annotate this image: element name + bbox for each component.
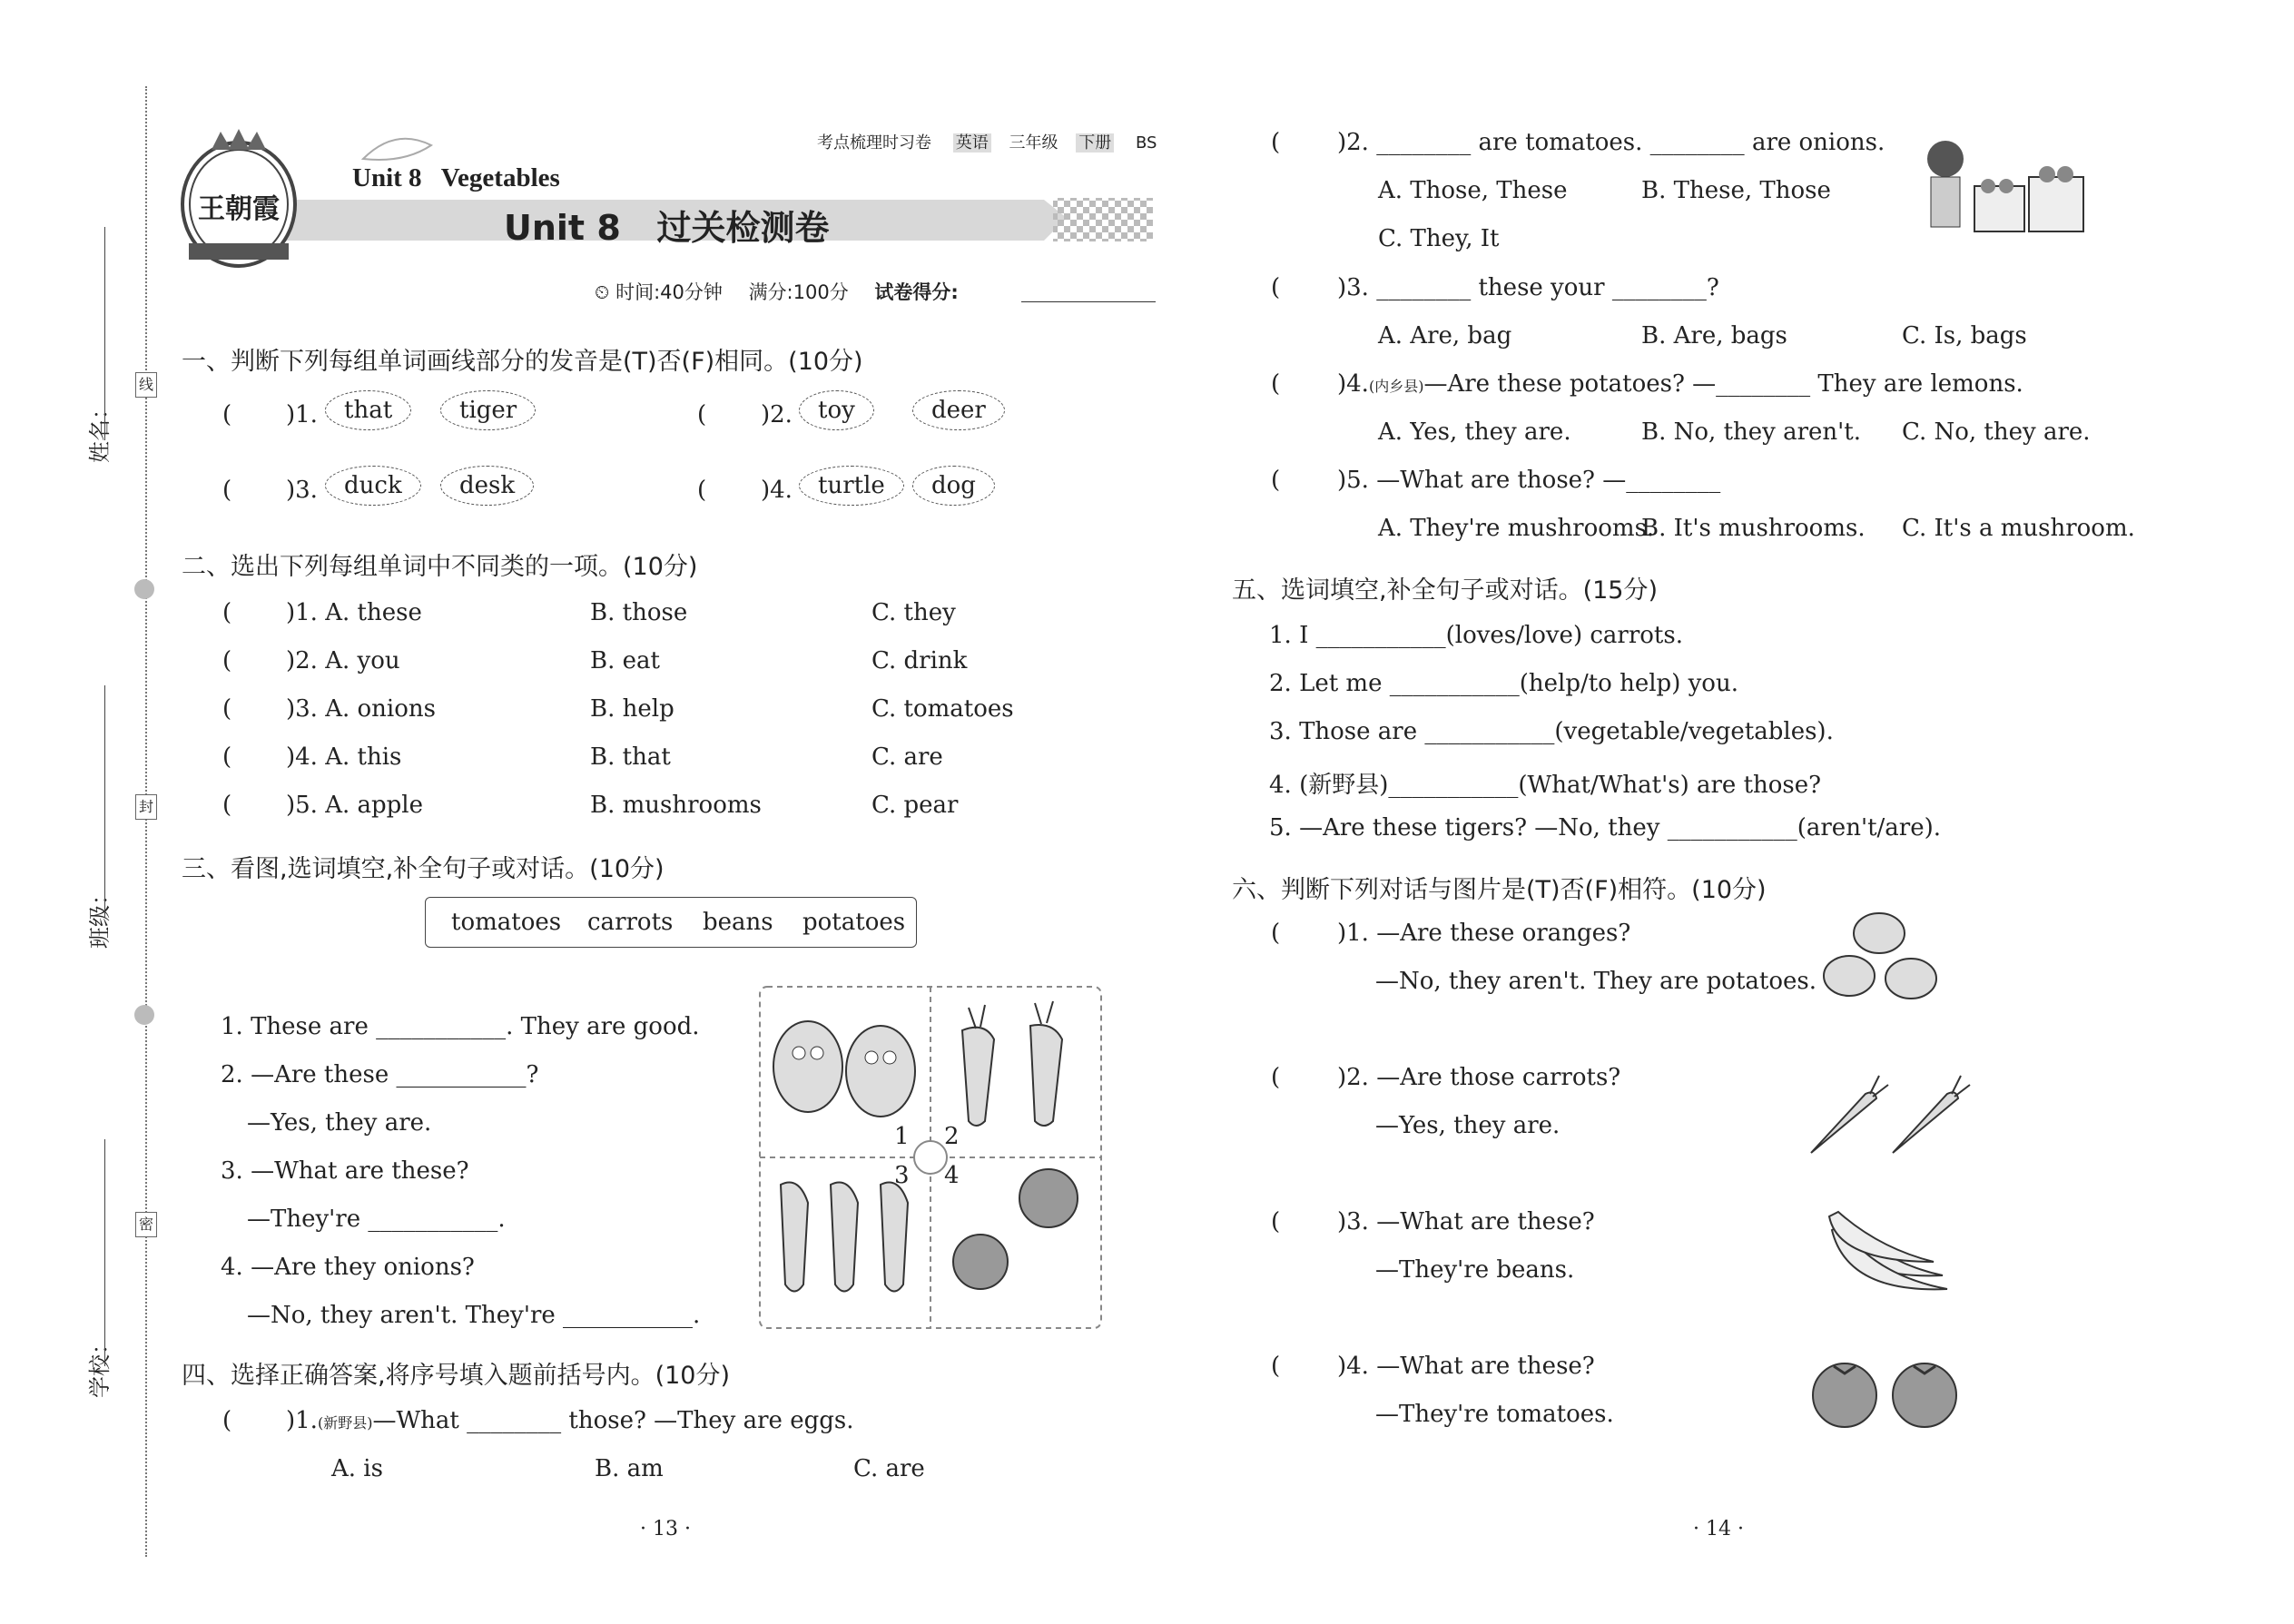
page-number: · 13 ·	[640, 1518, 691, 1540]
s5-line: 4. (新野县)___________(What/What's) are those?	[1269, 772, 1822, 799]
pic-number: 4	[944, 1162, 960, 1189]
word-oval: turtle	[799, 466, 904, 506]
s4-q2: )2. ________ are tomatoes. ________ are onions.	[1337, 129, 1885, 156]
s3-line: 3. —What are these?	[221, 1157, 469, 1185]
section-6-heading: 六、判断下列对话与图片是(T)否(F)相符。(10分)	[1232, 876, 1767, 904]
s5-line: 1. I ___________(loves/love) carrots.	[1269, 622, 1683, 649]
name-field[interactable]	[104, 227, 105, 440]
s3-line: 4. —Are they onions?	[221, 1254, 475, 1281]
logo-text: 王朝霞	[198, 193, 280, 225]
bean-icon	[781, 1183, 908, 1292]
section-2-heading: 二、选出下列每组单词中不同类的一项。(10分)	[182, 553, 698, 581]
carrots-icon	[1802, 1071, 1984, 1162]
binding-hole-icon	[134, 1005, 154, 1025]
pic-number: 2	[944, 1123, 960, 1150]
s3-line: —No, they aren't. They're ___________.	[247, 1302, 701, 1329]
s4-q4: )4.(内乡县)—Are these potatoes? —________ They are lemons.	[1337, 370, 2023, 398]
page-title: Unit 8 过关检测卷	[504, 208, 830, 248]
s6-item: )4. —What are these?	[1337, 1353, 1595, 1380]
word-oval: that	[325, 390, 411, 430]
binding-line	[145, 86, 147, 1557]
s5-line: 2. Let me ___________(help/to help) you.	[1269, 670, 1738, 697]
s1-item: (	[697, 401, 707, 428]
section-4-heading: 四、选择正确答案,将序号填入题前括号内。(10分)	[182, 1362, 731, 1390]
tomatoes-icon	[1807, 1357, 1970, 1430]
name-label: 姓名：	[87, 398, 113, 463]
score-field[interactable]	[1021, 301, 1156, 302]
s3-picture-grid	[758, 985, 1103, 1330]
binding-hole-icon	[134, 579, 154, 599]
s4-q1: )1.(新野县)—What ________ those? —They are eggs.	[286, 1407, 854, 1434]
clock-icon: ⏲	[595, 281, 610, 303]
boy-with-baskets-icon	[1920, 136, 2088, 245]
page-number: · 14 ·	[1693, 1518, 1744, 1540]
s5-line: 5. —Are these tigers? —No, they ___________(aren't/are).	[1269, 814, 1942, 842]
exam-info: ⏲ 时间:40分钟 满分:100分 试卷得分:	[595, 281, 959, 303]
school-field[interactable]	[104, 1139, 105, 1366]
word-oval: toy	[799, 390, 874, 430]
class-label: 班级：	[87, 883, 113, 949]
s1-item: (	[697, 477, 707, 504]
unit-subtitle: Unit 8 Vegetables	[352, 163, 560, 192]
tomato-icon	[953, 1169, 1078, 1289]
s3-line: 2. —Are these ___________?	[221, 1061, 539, 1088]
tag-close: 密	[135, 1212, 157, 1237]
school-label: 学校：	[87, 1333, 113, 1398]
s3-line: —Yes, they are.	[247, 1109, 432, 1137]
pic-number: 1	[894, 1123, 910, 1150]
s4-q3: )3. ________ these your ________?	[1337, 274, 1719, 301]
word-bank: tomatoes carrots beans potatoes	[425, 897, 917, 948]
s6-item: )1. —Are these oranges?	[1337, 920, 1631, 947]
s5-line: 3. Those are ___________(vegetable/vegetables).	[1269, 718, 1834, 745]
section-5-heading: 五、选词填空,补全句子或对话。(15分)	[1232, 576, 1659, 605]
s6-item: )3. —What are these?	[1337, 1208, 1595, 1235]
s3-line: 1. These are ___________. They are good.	[221, 1013, 700, 1040]
header-series: 考点梳理时习卷 英语 三年级 下册 BS	[817, 133, 1157, 153]
potato-icon	[773, 1021, 915, 1117]
tag-line: 线	[135, 372, 157, 398]
s4-q5: )5. —What are those? —________	[1337, 467, 1721, 494]
s1-item: (	[222, 477, 232, 504]
carrot-icon	[962, 1001, 1062, 1126]
word-oval: tiger	[440, 390, 536, 430]
s1-item: (	[222, 401, 232, 428]
pic-number: 3	[894, 1162, 910, 1189]
word-oval: duck	[325, 466, 421, 506]
tag-seal: 封	[135, 794, 157, 820]
section-1-heading: 一、判断下列每组单词画线部分的发音是(T)否(F)相同。(10分)	[182, 348, 863, 376]
word-oval: dog	[912, 466, 995, 506]
word-oval: desk	[440, 466, 534, 506]
bananas-icon	[1825, 1207, 1952, 1294]
section-3-heading: 三、看图,选词填空,补全句子或对话。(10分)	[182, 855, 665, 883]
class-field[interactable]	[104, 685, 105, 917]
potatoes-icon	[1820, 908, 1943, 1008]
s6-item: )2. —Are those carrots?	[1337, 1064, 1621, 1091]
s3-line: —They're ___________.	[247, 1206, 506, 1233]
word-oval: deer	[912, 390, 1005, 430]
